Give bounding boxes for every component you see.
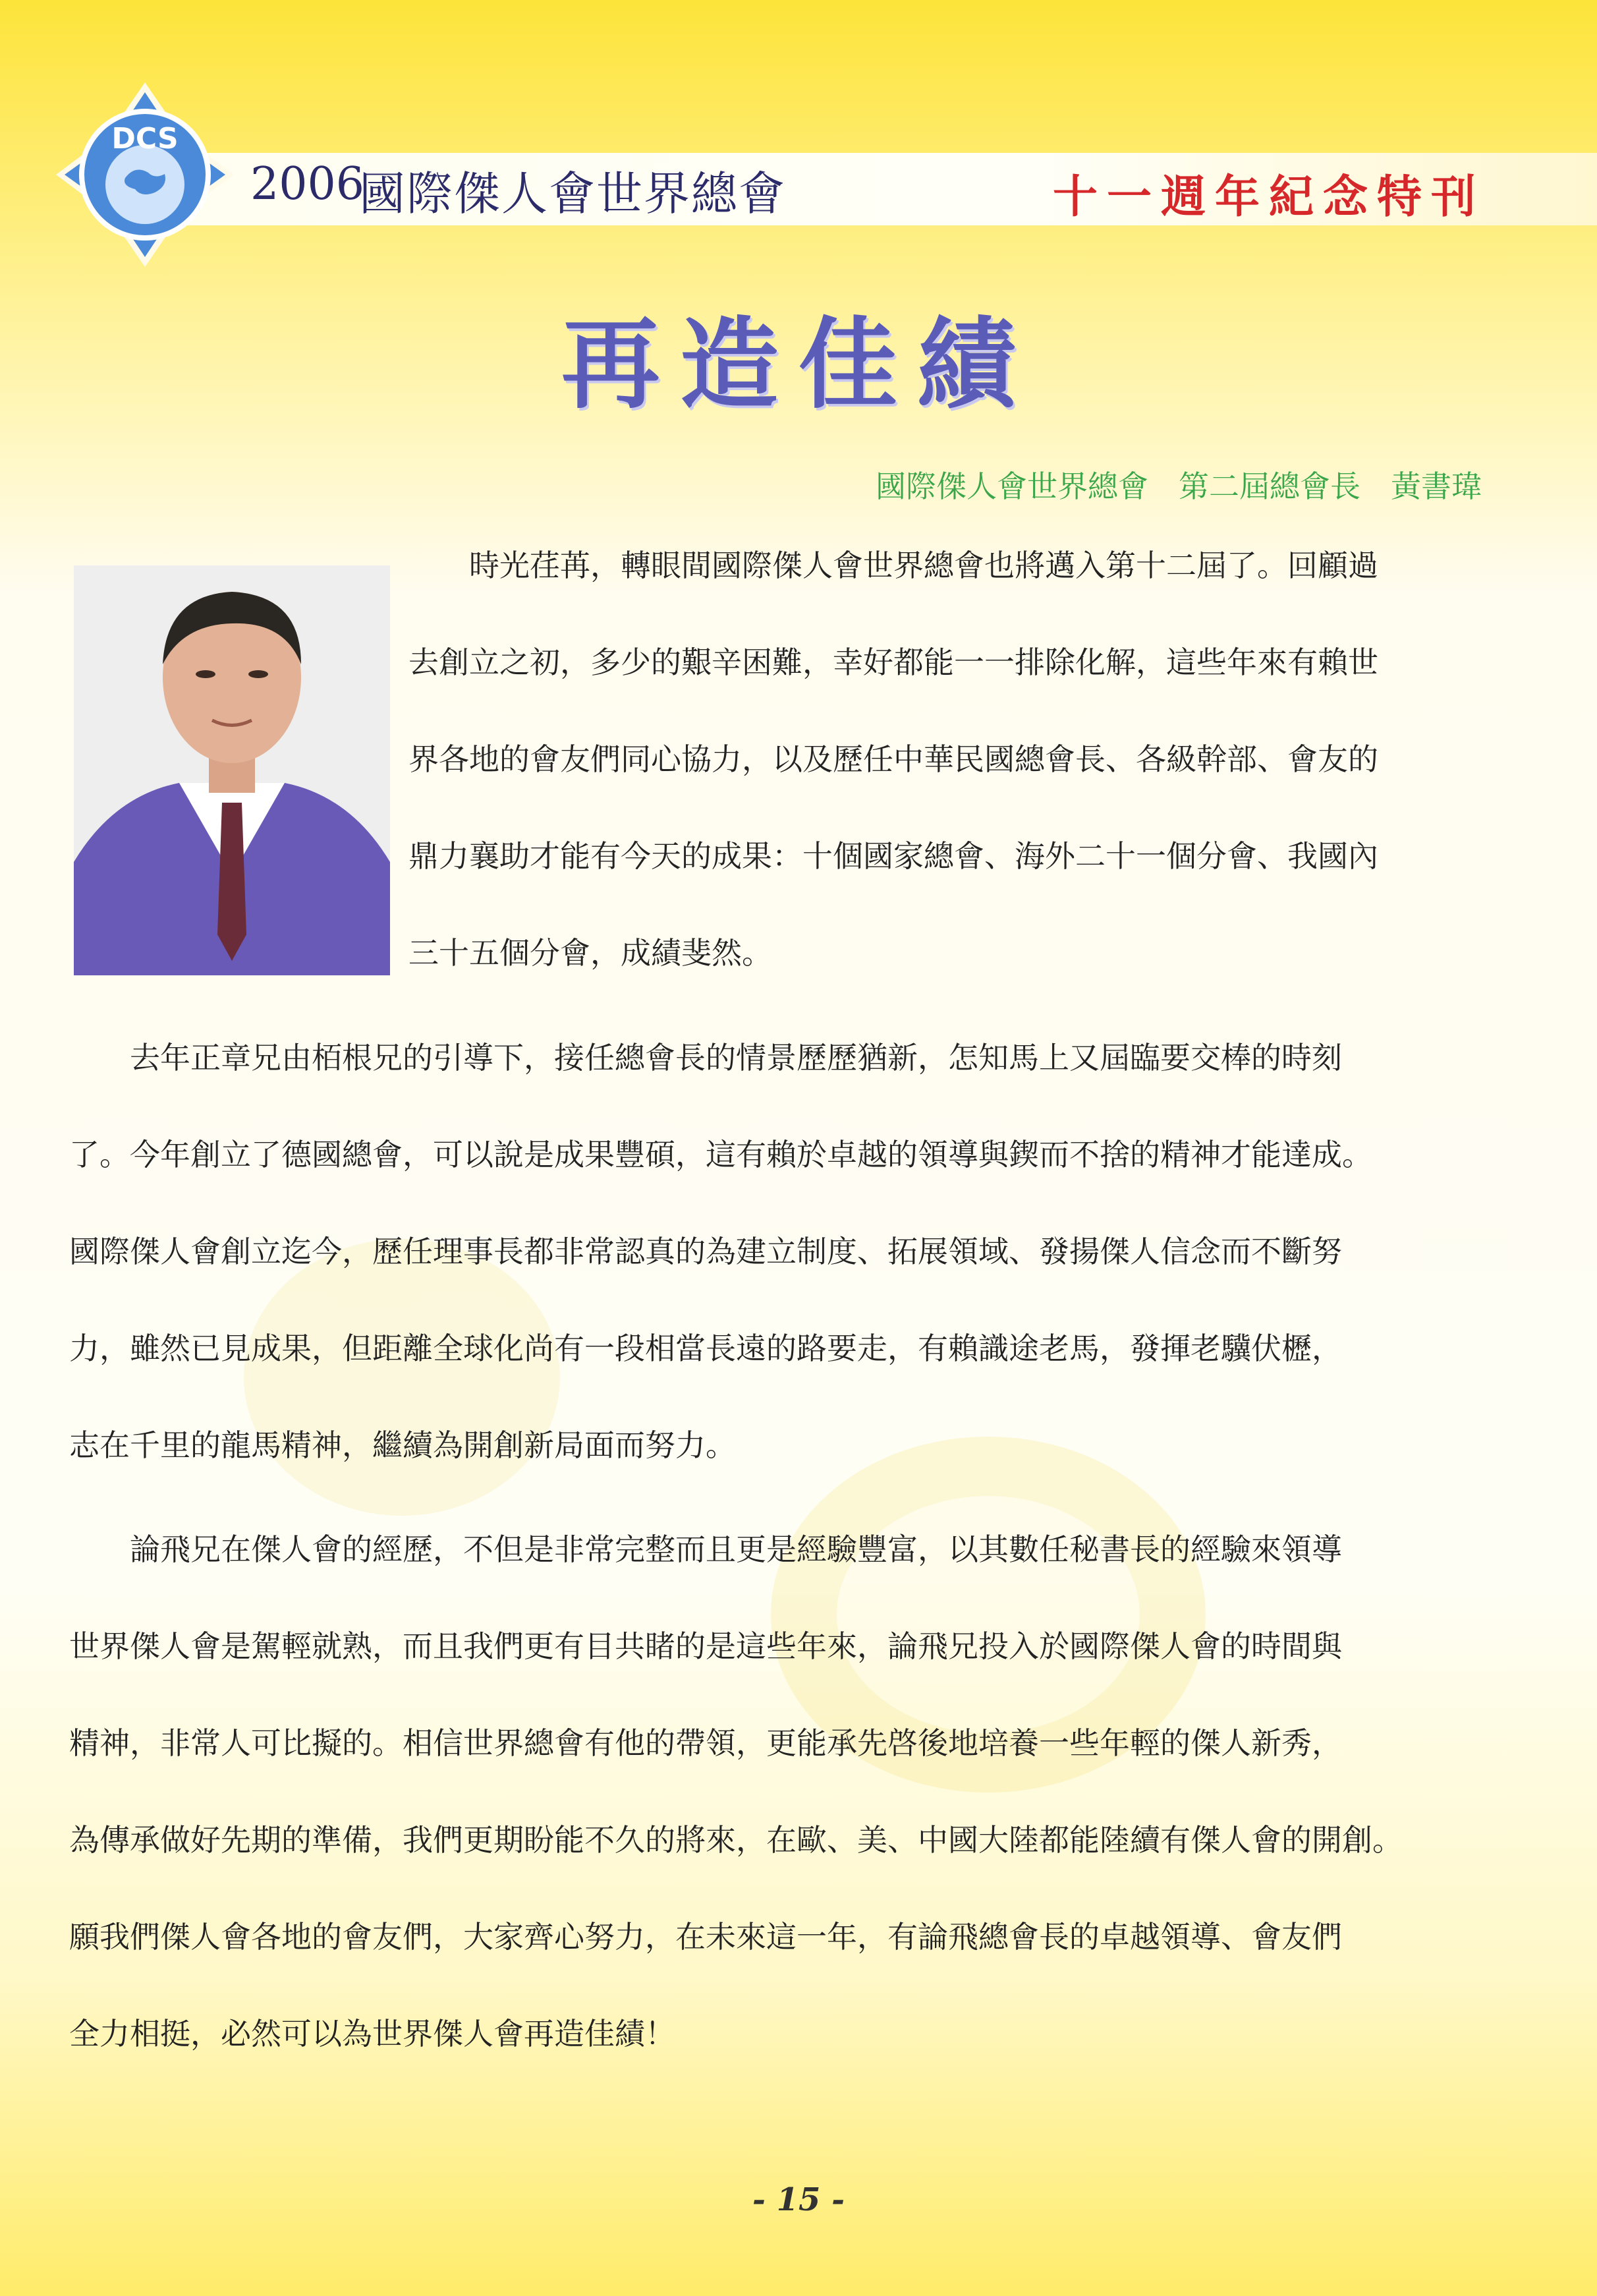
paragraph-line: 去年正章兄由栢根兄的引導下，接任總會長的情景歷歷猶新，怎知馬上又屆臨要交棒的時刻 — [69, 1040, 1342, 1076]
article-title: 再造佳績 — [561, 306, 1036, 422]
paragraph-line: 力，雖然已見成果，但距離全球化尚有一段相當長遠的路要走，有賴識途老馬，發揮老驥伏櫪， — [69, 1331, 1342, 1366]
portrait-illustration — [74, 565, 390, 975]
paragraph-line: 了。今年創立了德國總會，可以說是成果豐碩，這有賴於卓越的領導與鍥而不捨的精神才能達成。 — [69, 1137, 1372, 1172]
paragraph-line: 國際傑人會創立迄今，歷任理事長都非常認真的為建立制度、拓展領域、發揚傑人信念而不斷努 — [69, 1234, 1342, 1269]
paragraph-line: 界各地的會友們同心協力，以及歷任中華民國總會長、各級幹部、會友的 — [408, 741, 1378, 777]
organization-title: 國際傑人會世界總會 — [359, 167, 786, 221]
page-number: - 15 - — [752, 2181, 845, 2218]
anniversary-title: 十一週年紀念特刊 — [1052, 171, 1485, 223]
paragraph-line: 去創立之初，多少的艱辛困難，幸好都能一一排除化解，這些年來有賴世 — [408, 645, 1378, 680]
paragraph-line: 願我們傑人會各地的會友們，大家齊心努力，在未來這一年，有論飛總會長的卓越領導、會友們 — [69, 1919, 1342, 1955]
paragraph-line: 世界傑人會是駕輕就熟，而且我們更有目共睹的是這些年來，論飛兄投入於國際傑人會的時間與 — [69, 1628, 1342, 1664]
paragraph-line: 全力相挺，必然可以為世界傑人會再造佳績！ — [69, 2016, 675, 2052]
dcs-logo-icon — [53, 79, 237, 270]
paragraph-line: 時光荏苒，轉眼間國際傑人會世界總會也將邁入第十二屆了。回顧過 — [408, 548, 1378, 583]
logo-text: DCS — [111, 122, 179, 156]
paragraph-line: 為傳承做好先期的準備，我們更期盼能不久的將來，在歐、美、中國大陸都能陸續有傑人會的開創。 — [69, 1822, 1403, 1858]
paragraph-line: 鼎力襄助才能有今天的成果：十個國家總會、海外二十一個分會、我國內 — [408, 838, 1378, 874]
issue-year: 2006 — [250, 158, 365, 210]
paragraph-3 — [69, 1501, 1479, 2082]
article-byline: 國際傑人會世界總會 第二屆總會長 黃書瑋 — [876, 469, 1482, 504]
paragraph-2 — [69, 1010, 1479, 1494]
paragraph-line: 論飛兄在傑人會的經歷，不但是非常完整而且更是經驗豐富，以其數任秘書長的經驗來領導 — [69, 1532, 1342, 1567]
portrait-photo — [74, 565, 390, 975]
paragraph-line: 志在千里的龍馬精神，繼續為開創新局面而努力。 — [69, 1427, 736, 1463]
paragraph-1 — [408, 517, 1482, 1002]
paragraph-line: 精神，非常人可比擬的。相信世界總會有他的帶領，更能承先啓後地培養一些年輕的傑人新秀， — [69, 1725, 1342, 1761]
paragraph-line: 三十五個分會，成績斐然。 — [408, 935, 772, 971]
